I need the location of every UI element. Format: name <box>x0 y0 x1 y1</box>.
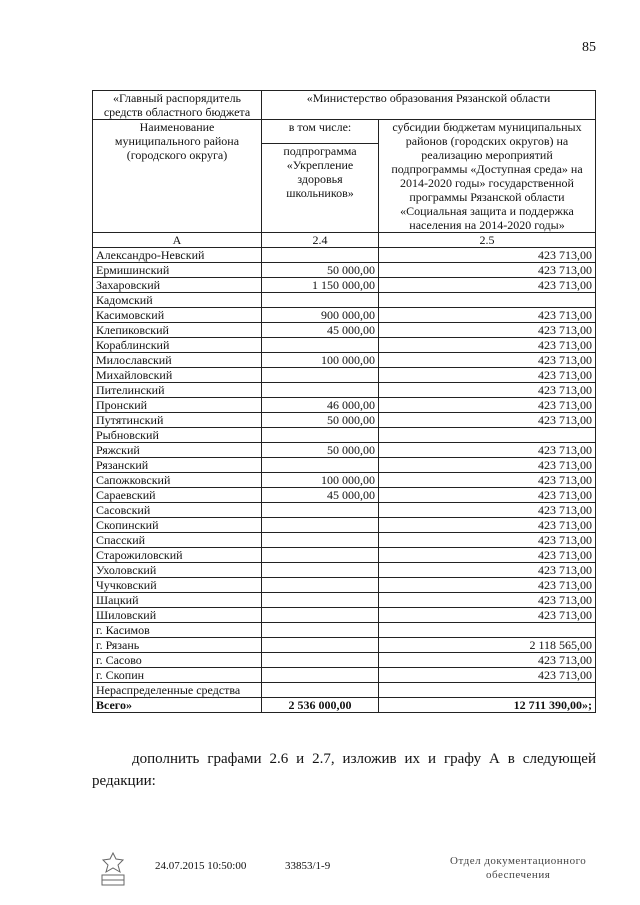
stamp-line-2: обеспечения <box>486 869 551 881</box>
value-2-4 <box>262 623 379 638</box>
value-2-4: 900 000,00 <box>262 308 379 323</box>
value-2-4: 50 000,00 <box>262 443 379 458</box>
value-2-5: 423 713,00 <box>379 413 596 428</box>
page-number: 85 <box>582 40 596 55</box>
district-name: г. Касимов <box>93 623 262 638</box>
value-2-4: 1 150 000,00 <box>262 278 379 293</box>
value-2-4 <box>262 578 379 593</box>
district-name: Касимовский <box>93 308 262 323</box>
district-name: Сапожковский <box>93 473 262 488</box>
column-header-name: Наименование муниципального района (городского округа) <box>93 120 262 233</box>
value-2-5: 423 713,00 <box>379 488 596 503</box>
column-code-row <box>93 233 596 248</box>
table-row <box>93 533 596 548</box>
table-row <box>93 563 596 578</box>
value-2-5: 423 713,00 <box>379 518 596 533</box>
value-2-4: 50 000,00 <box>262 263 379 278</box>
value-2-5: 423 713,00 <box>379 668 596 683</box>
district-name: Кораблинский <box>93 338 262 353</box>
value-2-5: 423 713,00 <box>379 548 596 563</box>
table-row <box>93 473 596 488</box>
table-row <box>93 308 596 323</box>
table-row <box>93 488 596 503</box>
value-2-4 <box>262 293 379 308</box>
table-row <box>93 578 596 593</box>
value-2-4: 46 000,00 <box>262 398 379 413</box>
value-2-4 <box>262 548 379 563</box>
district-name: Сасовский <box>93 503 262 518</box>
value-2-5: 423 713,00 <box>379 323 596 338</box>
value-2-5: 423 713,00 <box>379 398 596 413</box>
table-row <box>93 518 596 533</box>
value-2-5: 423 713,00 <box>379 458 596 473</box>
table-row <box>93 353 596 368</box>
district-name: г. Рязань <box>93 638 262 653</box>
value-2-5: 423 713,00 <box>379 563 596 578</box>
value-2-4 <box>262 503 379 518</box>
value-2-5 <box>379 293 596 308</box>
value-2-5: 423 713,00 <box>379 278 596 293</box>
value-2-4 <box>262 668 379 683</box>
table-row <box>93 428 596 443</box>
column-code-2-4: 2.4 <box>262 233 379 248</box>
value-2-4 <box>262 563 379 578</box>
distributor-label: «Главный распорядитель средств областного бюджета <box>93 91 262 120</box>
table-row <box>93 458 596 473</box>
value-2-5 <box>379 623 596 638</box>
value-2-4 <box>262 638 379 653</box>
district-name: г. Скопин <box>93 668 262 683</box>
table-row <box>93 293 596 308</box>
district-name: Рязанский <box>93 458 262 473</box>
value-2-5: 423 713,00 <box>379 368 596 383</box>
district-name: Чучковский <box>93 578 262 593</box>
table-row <box>93 503 596 518</box>
column-code-2-5: 2.5 <box>379 233 596 248</box>
table-row <box>93 638 596 653</box>
value-2-5: 2 118 565,00 <box>379 638 596 653</box>
table-row <box>93 653 596 668</box>
value-2-4 <box>262 518 379 533</box>
amendment-text: дополнить графами 2.6 и 2.7, изложив их и графу А в следующей редакции: <box>92 751 596 789</box>
district-name: Спасский <box>93 533 262 548</box>
distributor-value: «Министерство образования Рязанской области <box>262 91 596 120</box>
district-name: Ермишинский <box>93 263 262 278</box>
value-2-4 <box>262 338 379 353</box>
value-2-4 <box>262 683 379 698</box>
value-2-5: 423 713,00 <box>379 473 596 488</box>
column-header-subsidies: субсидии бюджетам муниципальных районов (городских округов) на реализацию мероприятий подпрограммы «Доступная среда» на 2014-2020 годы» государственной программы Рязанской области «Социальная защита и поддержка населения на 2014-2020 годы» <box>379 120 596 233</box>
district-name: Нераспределенные средства <box>93 683 262 698</box>
value-2-4 <box>262 248 379 263</box>
table-row <box>93 368 596 383</box>
table-row <box>93 278 596 293</box>
subsidy-table <box>92 90 596 713</box>
department-stamp <box>450 854 586 882</box>
distributor-row <box>93 91 596 120</box>
value-2-5: 423 713,00 <box>379 353 596 368</box>
total-2-4: 2 536 000,00 <box>262 698 379 713</box>
footer-doc-id: 33853/1-9 <box>285 860 331 872</box>
value-2-5: 423 713,00 <box>379 383 596 398</box>
value-2-5: 423 713,00 <box>379 533 596 548</box>
table-row <box>93 398 596 413</box>
district-name: Михайловский <box>93 368 262 383</box>
value-2-4 <box>262 653 379 668</box>
district-name: Захаровский <box>93 278 262 293</box>
value-2-4: 100 000,00 <box>262 353 379 368</box>
district-name: Пителинский <box>93 383 262 398</box>
district-name: Клепиковский <box>93 323 262 338</box>
table-row <box>93 608 596 623</box>
column-code-a: А <box>93 233 262 248</box>
value-2-4 <box>262 533 379 548</box>
value-2-5: 423 713,00 <box>379 503 596 518</box>
value-2-5: 423 713,00 <box>379 653 596 668</box>
value-2-4 <box>262 368 379 383</box>
value-2-4: 50 000,00 <box>262 413 379 428</box>
table-row <box>93 383 596 398</box>
district-name: Шиловский <box>93 608 262 623</box>
district-name: г. Сасово <box>93 653 262 668</box>
value-2-5: 423 713,00 <box>379 338 596 353</box>
value-2-5 <box>379 428 596 443</box>
column-header-row <box>93 120 596 144</box>
table-row <box>93 413 596 428</box>
emblem-logo <box>96 850 130 890</box>
table-row <box>93 443 596 458</box>
district-name: Милославский <box>93 353 262 368</box>
district-name: Старожиловский <box>93 548 262 563</box>
district-name: Шацкий <box>93 593 262 608</box>
district-name: Рыбновский <box>93 428 262 443</box>
table-row <box>93 338 596 353</box>
value-2-5: 423 713,00 <box>379 578 596 593</box>
district-name: Пронский <box>93 398 262 413</box>
total-label: Всего» <box>93 698 262 713</box>
district-name: Скопинский <box>93 518 262 533</box>
value-2-5: 423 713,00 <box>379 248 596 263</box>
district-name: Ряжский <box>93 443 262 458</box>
district-name: Ухоловский <box>93 563 262 578</box>
value-2-4 <box>262 428 379 443</box>
total-row <box>93 698 596 713</box>
district-name: Александро-Невский <box>93 248 262 263</box>
table-row <box>93 623 596 638</box>
total-2-5: 12 711 390,00»; <box>379 698 596 713</box>
value-2-5: 423 713,00 <box>379 593 596 608</box>
table-row <box>93 548 596 563</box>
value-2-4 <box>262 383 379 398</box>
district-name: Сараевский <box>93 488 262 503</box>
value-2-5 <box>379 683 596 698</box>
district-name: Путятинский <box>93 413 262 428</box>
table-row <box>93 683 596 698</box>
value-2-4 <box>262 593 379 608</box>
value-2-4 <box>262 458 379 473</box>
value-2-5: 423 713,00 <box>379 263 596 278</box>
value-2-5: 423 713,00 <box>379 308 596 323</box>
value-2-4: 100 000,00 <box>262 473 379 488</box>
footer-datetime: 24.07.2015 10:50:00 <box>155 860 247 872</box>
value-2-4 <box>262 608 379 623</box>
table-row <box>93 668 596 683</box>
stamp-line-1: Отдел документационного <box>450 855 587 867</box>
value-2-5: 423 713,00 <box>379 443 596 458</box>
value-2-4: 45 000,00 <box>262 488 379 503</box>
table-row <box>93 263 596 278</box>
table-row <box>93 323 596 338</box>
value-2-5: 423 713,00 <box>379 608 596 623</box>
column-header-subprogram: подпрограмма «Укрепление здоровья школьников» <box>262 143 379 232</box>
district-name: Кадомский <box>93 293 262 308</box>
table-row <box>93 248 596 263</box>
table-row <box>93 593 596 608</box>
value-2-4: 45 000,00 <box>262 323 379 338</box>
column-header-including: в том числе: <box>262 120 379 144</box>
